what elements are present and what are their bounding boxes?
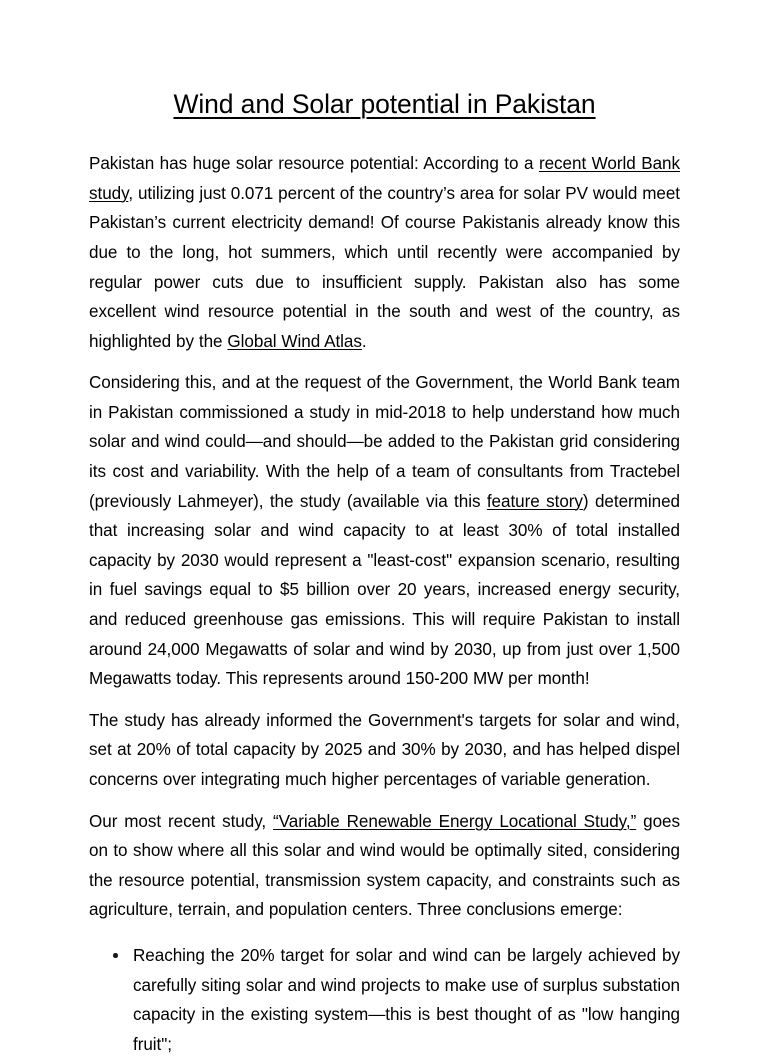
list-item xyxy=(89,941,680,1059)
page-title-text: Wind and Solar potential in Pakistan xyxy=(173,89,596,119)
page-title xyxy=(89,88,680,121)
hyperlink[interactable]: Global Wind Atlas xyxy=(227,331,362,351)
document-body xyxy=(89,88,680,1059)
paragraph-text: ) determined that increasing solar and wind capacity to at least 30% of total installed capacity by 2030 would represent a "least-cost" expansion scenario, resulting in fuel savings equal to $5 billion over 20 years, increased energy security, and reduced greenhouse gas emissions. This will require Pakistan to install around 24,000 Megawatts of solar and wind by 2030, up from just over 1,500 Megawatts today. This represents around 150-200 MW per month! xyxy=(89,491,680,689)
paragraph-government-targets xyxy=(89,706,680,795)
hyperlink[interactable]: “Variable Renewable Energy Locational Study,” xyxy=(273,811,637,831)
paragraph-text: Our most recent study, xyxy=(89,811,274,831)
paragraph-solar-potential xyxy=(89,149,680,356)
paragraph-text: Considering this, and at the request of the Government, the World Bank team in Pakistan commissioned a study in mid-2018 to help understand how much solar and wind could—and should—be added to the Pakistan grid considering its cost and variability. With the help of a team of consultants from Tractebel (previously Lahmeyer), the study (available via this xyxy=(89,373,680,511)
paragraph-text: . xyxy=(361,331,367,351)
hyperlink[interactable]: feature story xyxy=(486,491,583,511)
paragraph-text: The study has already informed the Government's targets for solar and wind, set at 20% of total capacity by 2025 and 30% by 2030, and has helped dispel concerns over integrating much higher percentages of variable generation. xyxy=(89,710,680,789)
list-item-text: Reaching the 20% target for solar and wind can be largely achieved by carefully siting solar and wind projects to make use of surplus substation capacity in the existing system—this is best thought of as "low hanging fruit"; xyxy=(133,945,680,1054)
paragraph-study-commissioned xyxy=(89,368,680,694)
paragraph-text: Pakistan has huge solar resource potential: According to a xyxy=(89,154,539,174)
paragraph-locational-study xyxy=(89,807,680,925)
paragraph-text: , utilizing just 0.071 percent of the country’s area for solar PV would meet Pakistan’s current electricity demand! Of course Pakistanis already know this due to the long, hot summers, which until recently were accompanied by regular power cuts due to insufficient supply. Pakistan also has some excellent wind resource potential in the south and west of the country, as highlighted by the xyxy=(89,183,680,351)
hyperlink[interactable]: recent World Bank study xyxy=(89,154,680,203)
conclusions-list xyxy=(89,941,680,1059)
bullet-point-icon xyxy=(113,953,118,958)
paragraph-text: goes on to show where all this solar and wind would be optimally sited, considering the resource potential, transmission system capacity, and constraints such as agriculture, terrain, and population centers. Three conclusions emerge: xyxy=(89,811,680,920)
